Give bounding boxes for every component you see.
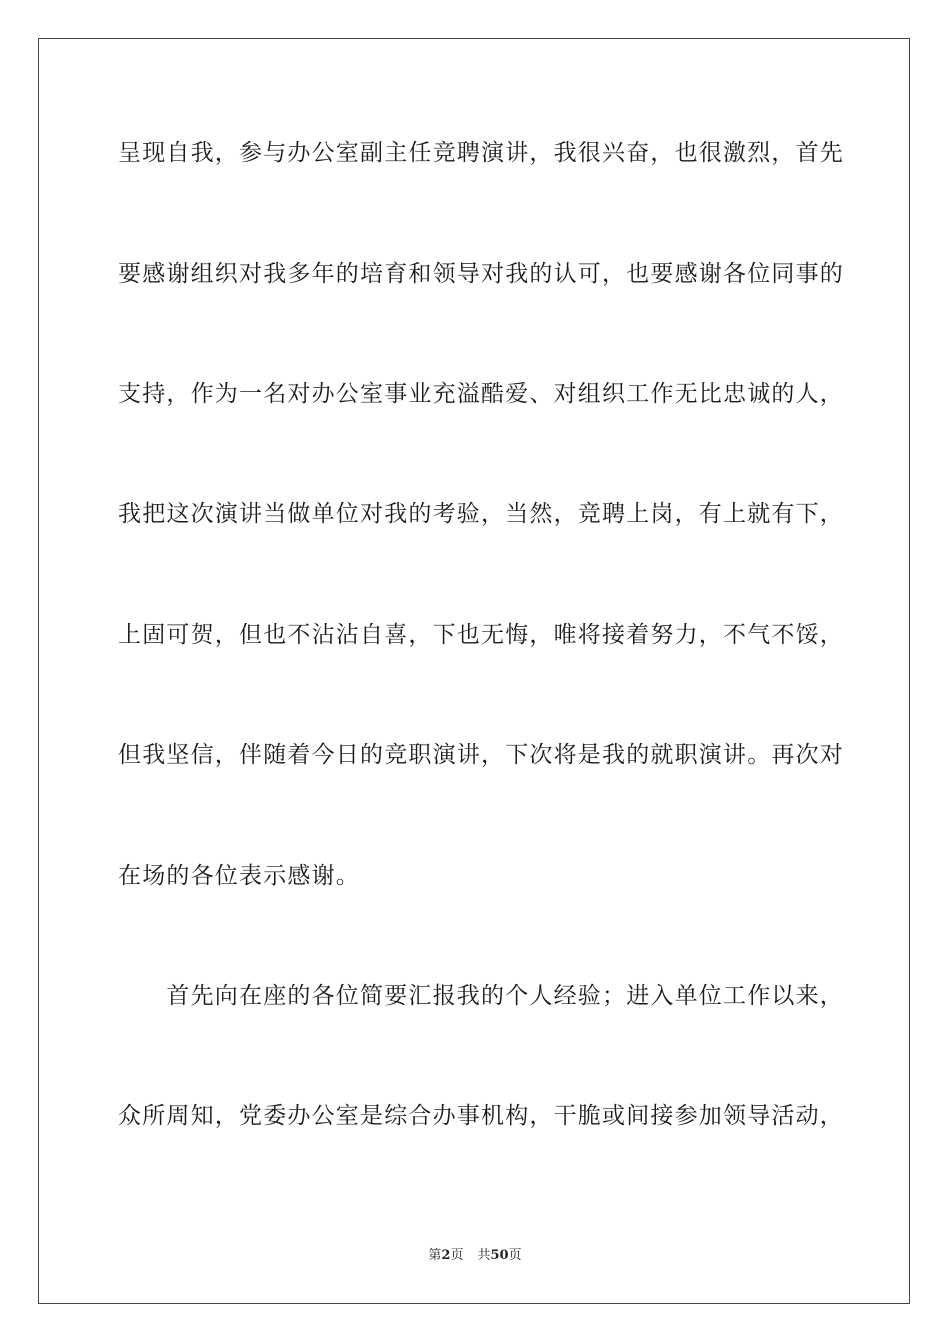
total-prefix: 共 bbox=[477, 1248, 491, 1263]
page-number: 2 bbox=[441, 1248, 451, 1263]
total-pages: 50 bbox=[490, 1248, 509, 1263]
page-suffix: 页 bbox=[450, 1248, 464, 1263]
paragraph-line: 要感谢组织对我多年的培育和领导对我的认可，也要感谢各位同事的 bbox=[118, 261, 844, 287]
paragraph-line: 我把这次演讲当做单位对我的考验，当然，竞聘上岗，有上就有下， bbox=[118, 501, 844, 527]
paragraph-line: 呈现自我，参与办公室副主任竞聘演讲，我很兴奋，也很激烈，首先 bbox=[118, 140, 844, 166]
paragraph-line: 上固可贺，但也不沾沾自喜，下也无悔，唯将接着努力，不气不馁， bbox=[118, 622, 844, 648]
page-footer bbox=[0, 1247, 950, 1265]
paragraph-line: 在场的各位表示感谢。 bbox=[118, 863, 360, 889]
paragraph-line: 首先向在座的各位简要汇报我的个人经验；进入单位工作以来， bbox=[118, 983, 844, 1009]
page-prefix: 第 bbox=[428, 1248, 442, 1263]
paragraph-line: 支持，作为一名对办公室事业充溢酷爱、对组织工作无比忠诚的人， bbox=[118, 381, 844, 407]
total-suffix: 页 bbox=[508, 1248, 522, 1263]
paragraph-line: 众所周知，党委办公室是综合办事机构，干脆或间接参加领导活动， bbox=[118, 1103, 844, 1129]
paragraph-line: 但我坚信，伴随着今日的竞职演讲，下次将是我的就职演讲。再次对 bbox=[118, 742, 844, 768]
